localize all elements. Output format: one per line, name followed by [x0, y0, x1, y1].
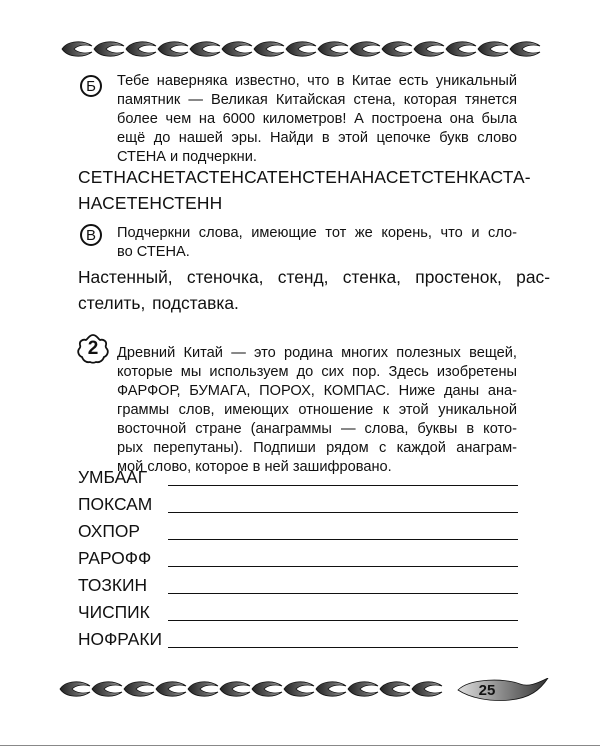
- anagram-word: ТОЗКИН: [78, 575, 148, 595]
- letter-chain: [78, 164, 548, 216]
- anagram-row: [78, 520, 518, 544]
- task-2-marker: [76, 332, 110, 366]
- answer-line[interactable]: [168, 593, 518, 594]
- task-2-line-2: которые мы используем до сих пор. Здесь изобретены: [117, 364, 517, 380]
- task-v-letter: В: [85, 226, 96, 244]
- answer-line[interactable]: [168, 539, 518, 540]
- answer-line[interactable]: [168, 512, 518, 513]
- task-2-line-4: граммы слов, имеющих отношение к этой уникальной: [117, 402, 517, 418]
- task-b-letter: Б: [86, 77, 96, 95]
- anagram-row: [78, 601, 518, 625]
- letter-chain-line-2: НАСЕТЕНСТЕНН: [78, 193, 223, 213]
- anagram-row: [78, 466, 518, 490]
- answer-line[interactable]: [168, 647, 518, 648]
- root-words-line-2: стелить, подставка.: [78, 293, 239, 313]
- answer-line[interactable]: [168, 485, 518, 486]
- anagram-word: НОФРАКИ: [78, 629, 162, 649]
- page-number: 25: [478, 681, 496, 699]
- task-v-text-line-2: во СТЕНА.: [117, 244, 190, 260]
- anagram-row: [78, 628, 518, 652]
- task-b-marker: [80, 75, 102, 97]
- root-words: [78, 264, 550, 316]
- top-decorative-border: [0, 38, 600, 60]
- bottom-decorative-border: [0, 678, 600, 708]
- task-2-line-3: ФАРФОР, БУМАГА, ПОРОХ, КОМПАС. Ниже даны ана-: [117, 383, 517, 399]
- anagram-row: [78, 493, 518, 517]
- task-v-marker: [80, 224, 102, 246]
- anagram-word: ПОКСАМ: [78, 494, 153, 514]
- task-2-line-7: мой слово, которое в ней зашифровано.: [117, 459, 392, 475]
- anagram-word: УМБААГ: [78, 467, 148, 487]
- anagram-word: ОХПОР: [78, 521, 140, 541]
- anagram-word: РАРОФФ: [78, 548, 152, 568]
- answer-line[interactable]: [168, 620, 518, 621]
- task-2-line-5: восточной стране (анаграммы — слова, буквы в кото-: [117, 421, 517, 437]
- anagram-word: ЧИСПИК: [78, 602, 150, 622]
- task-v-text-line-1: Подчеркни слова, имеющие тот же корень, что и сло-: [117, 225, 517, 241]
- task-b-text: Тебе наверняка известно, что в Китае есть уникальный памятник — Великая Китайская стена, которая тянется более чем на 6000 километров! А построена она была ещё до нашей эры. Найди в этой цепочке букв слово СТЕНА и подчеркни.: [117, 73, 517, 165]
- task-2-line-1: Древний Китай — это родина многих полезных вещей,: [117, 345, 517, 361]
- letter-chain-line-1: СЕТНАСНЕТАСТЕНСАТЕНСТЕНАНАСЕТСТЕНКАСТА-: [78, 167, 531, 187]
- anagram-row: [78, 547, 518, 571]
- task-2-number: 2: [87, 338, 99, 359]
- task-2-text: [117, 344, 517, 477]
- anagram-row: [78, 574, 518, 598]
- task-2-line-6: рых перепутаны). Подпиши рядом с каждой анаграм-: [117, 440, 517, 456]
- task-v-text: [117, 224, 517, 262]
- root-words-line-1: Настенный, стеночка, стенд, стенка, простенок, рас-: [78, 267, 550, 287]
- answer-line[interactable]: [168, 566, 518, 567]
- bottom-rule: [0, 745, 600, 746]
